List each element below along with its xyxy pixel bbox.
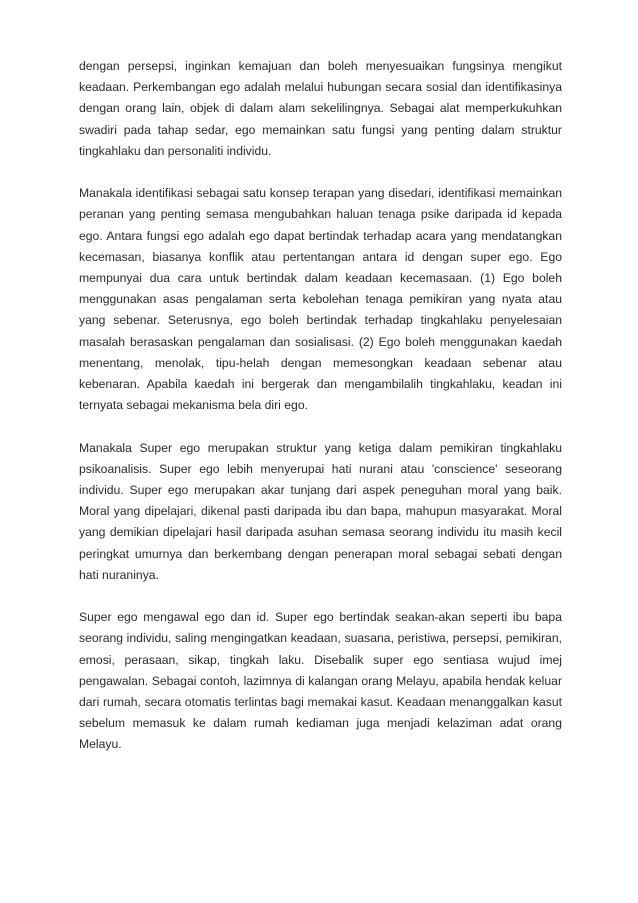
paragraph-2: Manakala identifikasi sebagai satu konsep terapan yang disedari, identifikasi memainkan peranan yang penting semasa mengubahkan haluan tenaga psike daripada id kepada ego. Antara fungsi ego adalah ego dapat bertindak terhadap acara yang mendatangkan kecemasan, biasanya konflik atau pertentangan antara id dengan super ego. Ego mempunyai dua cara untuk bertindak dalam keadaan kecemasaan. (1) Ego boleh menggunakan asas pengalaman serta kebolehan tenaga pemikiran yang nyata atau yang sebenar. Seterusnya, ego boleh bertindak terhadap tingkahlaku penyelesaian masalah berasaskan pengalaman dan sosialisasi. (2) Ego boleh menggunakan kaedah menentang, menolak, tipu-helah dengan memesongkan keadaan sebenar atau kebenaran. Apabila kaedah ini bergerak dan mengambilalih tingkahlaku, keadan ini ternyata sebagai mekanisma bela diri ego.	[79, 186, 562, 413]
paragraph-4: Super ego mengawal ego dan id. Super ego bertindak seakan-akan seperti ibu bapa seorang individu, saling mengingatkan keadaan, suasana, peristiwa, persepsi, pemikiran, emosi, perasaan, sikap, tingkah laku. Disebalik super ego sentiasa wujud imej pengawalan. Sebagai contoh, lazimnya di kalangan orang Melayu, apabila hendak keluar dari rumah, secara otomatis terlintas bagi memakai kasut. Keadaan menanggalkan kasut sebelum memasuk ke dalam rumah kediaman juga menjadi kelaziman adat orang Melayu.	[79, 610, 562, 752]
paragraph-3: Manakala Super ego merupakan struktur yang ketiga dalam pemikiran tingkahlaku psikoanalisis. Super ego lebih menyerupai hati nurani atau 'conscience' seseorang individu. Super ego merupakan akar tunjang dari aspek peneguhan moral yang baik. Moral yang dipelajari, dikenal pasti daripada ibu dan bapa, mahupun masyarakat. Moral yang demikian dipelajari hasil daripada asuhan semasa seorang individu itu masih kecil peringkat umurnya dan berkembang dengan penerapan moral sebagai sebati dengan hati nuraninya.	[79, 440, 562, 582]
paragraph-1: dengan persepsi, inginkan kemajuan dan boleh menyesuaikan fungsinya mengikut keadaan. Perkembangan ego adalah melalui hubungan secara sosial dan identifikasinya dengan orang lain, objek di dalam alam sekelilingnya. Sebagai alat memperkukuhkan swadiri pada tahap sedar, ego memainkan satu fungsi yang penting dalam struktur tingkahlaku dan personaliti individu.	[79, 59, 562, 158]
document-body	[79, 56, 562, 777]
